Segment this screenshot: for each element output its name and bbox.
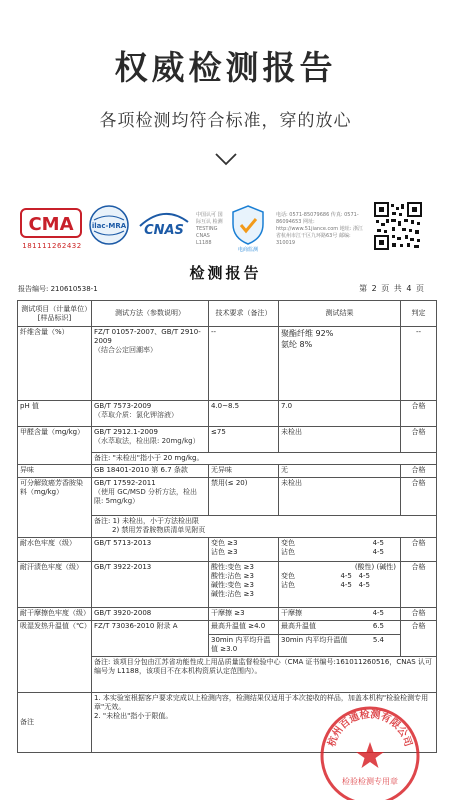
row-item: 异味: [18, 465, 92, 478]
result-label: 沾色: [281, 548, 295, 556]
contact-text: 电话: 0571-85079686 传真: 0571-86094653 网址: http://www.51jiance.com 地址: 浙江省杭州市江干区九环路63号 邮编: 310019: [276, 212, 364, 246]
table-row: [18, 401, 437, 427]
row-method: GB/T 3920-2008: [92, 608, 209, 621]
row-result: 未检出: [279, 427, 401, 453]
table-row: [18, 621, 437, 635]
result-header: (酸性): [354, 563, 375, 571]
row-requirement: 干摩擦 ≥3: [209, 608, 279, 621]
test-results-table: [17, 300, 437, 753]
table-row-notes: [18, 693, 437, 753]
report-number: 报告编号: 210610538-1: [18, 285, 98, 293]
header-requirement: 技术要求（备注）: [209, 301, 279, 327]
result-value: 4-5: [372, 539, 384, 547]
result-value: 4-5: [340, 581, 352, 589]
row-judgement: 合格: [401, 562, 437, 608]
cma-text: CMA: [28, 214, 74, 235]
result-value: 6.5: [372, 622, 384, 630]
row-item: 备注: [18, 693, 92, 753]
row-result: 7.0: [279, 401, 401, 427]
row-requirement-line: 碱性:沾色 ≥3: [211, 590, 254, 598]
row-judgement: --: [401, 327, 437, 401]
banner-subtitle: 各项检测均符合标准，穿的放心: [99, 111, 352, 131]
note-line: 2. "未检出"指小于限值。: [94, 712, 173, 720]
table-row: [18, 608, 437, 621]
row-requirement: --: [209, 327, 279, 401]
row-item: 甲醛含量（mg/kg）: [18, 427, 92, 465]
seal-ring-text: 杭州百通检测有限公司: [326, 709, 414, 749]
qr-code-icon[interactable]: [374, 202, 422, 250]
result-value: 4-5: [358, 572, 370, 580]
row-item: 纤维含量（%）: [18, 327, 92, 401]
table-row: [18, 478, 437, 516]
row-method: GB/T 5713-2013: [92, 538, 209, 562]
row-result-line: 氨纶 8%: [281, 340, 313, 349]
row-requirement-line: 酸性:沾色 ≥3: [211, 572, 254, 580]
row-requirement: 禁用(≤ 20): [209, 478, 279, 516]
row-judgement: 合格: [401, 621, 437, 657]
cma-number: 181111262432: [22, 242, 82, 250]
row-judgement: 合格: [401, 401, 437, 427]
row-requirement-line: 沾色 ≥3: [211, 548, 238, 556]
ilac-mra-logo: [88, 204, 130, 246]
seal-center-text: 检验检测专用章: [342, 777, 398, 786]
row-judgement: 合格: [401, 427, 437, 453]
table-row: [18, 465, 437, 478]
report-page-indicator: 第 2 页 共 4 页: [359, 284, 425, 293]
result-label: 30min 内平均升温值: [281, 636, 348, 644]
header-judgement: 判定: [401, 301, 437, 327]
cnas-text: CNAS: [144, 223, 184, 238]
row-remark: 2) 禁用芳香胺物质清单见附页: [112, 526, 206, 534]
row-method-note: （萃取介质：氯化钾溶液）: [94, 411, 178, 419]
row-judgement: 合格: [401, 478, 437, 516]
note-line: 1. 本实验室根据客户要求完成以上检测内容，检测结果仅适用于本次接收的样品，加盖本机构"检验检测专用章"无效。: [94, 694, 429, 711]
result-header: (碱性): [376, 563, 396, 571]
row-method: GB/T 17592-2011: [94, 479, 156, 487]
result-label: 变色: [281, 539, 295, 547]
row-judgement: 合格: [401, 538, 437, 562]
row-remark: 备注: "未检出"指小于 20 mg/kg。: [92, 453, 437, 465]
result-value: 4-5: [340, 572, 352, 580]
header-result: 测试结果: [279, 301, 401, 327]
row-method: GB/T 3922-2013: [92, 562, 209, 608]
result-value: 4-5: [372, 548, 384, 556]
row-result-line: 聚酯纤维 92%: [281, 329, 334, 338]
row-requirement-line: 变色 ≥3: [211, 539, 238, 547]
certification-logos: [18, 200, 433, 258]
cma-logo: [20, 208, 82, 238]
row-result: 未检出: [279, 478, 401, 516]
header-item: 测试项目（计量单位）[样品标识]: [18, 301, 92, 327]
chevron-down-icon[interactable]: [214, 152, 238, 166]
row-method: FZ/T 73036-2010 附录 A: [92, 621, 209, 657]
shield-check-icon: [230, 204, 266, 246]
ilac-text: ilac-MRA: [91, 222, 127, 230]
row-item: 耐水色牢度（级）: [18, 538, 92, 562]
row-requirement: ≤75: [209, 427, 279, 453]
row-method-note: （结合公定回潮率）: [94, 346, 157, 354]
row-remark: 备注: 1) 未检出，小于方法检出限: [94, 517, 199, 525]
result-label: 干摩擦: [281, 609, 302, 617]
table-header-row: [18, 301, 437, 327]
row-item: 耐干摩擦色牢度（级）: [18, 608, 92, 621]
banner-title: 权威检测报告: [114, 48, 337, 87]
row-judgement: 合格: [401, 465, 437, 478]
row-requirement-line: 30min 内平均升温值 ≥3.0: [209, 635, 279, 657]
result-value: 4-5: [372, 609, 384, 617]
report-title: 检测报告: [189, 264, 262, 282]
result-label: 变色: [281, 572, 295, 580]
row-method-note: （水萃取法，检出限: 20mg/kg）: [94, 437, 200, 445]
table-row: [18, 427, 437, 453]
row-method-note: （使用 GC/MSD 分析方法，检出限: 5mg/kg）: [94, 488, 197, 505]
row-method: GB 18401-2010 第 6.7 条款: [92, 465, 209, 478]
row-judgement: 合格: [401, 608, 437, 621]
cnas-side-text: 中国认可 国际互认 检测 TESTING CNAS L1188: [196, 212, 223, 246]
result-value: 4-5: [358, 581, 370, 589]
table-row: [18, 327, 437, 401]
header-method: 测试方法（参数说明）: [92, 301, 209, 327]
table-row: [18, 538, 437, 562]
row-item: pH 值: [18, 401, 92, 427]
row-method: FZ/T 01057-2007、GB/T 2910-2009: [94, 328, 201, 345]
row-method: GB/T 7573-2009: [94, 402, 152, 410]
row-requirement-line: 最高升温值 ≥4.0: [209, 621, 279, 635]
row-requirement-line: 碱性:变色 ≥3: [211, 581, 254, 589]
row-item: 吸湿发热升温值（℃）: [18, 621, 92, 693]
table-row: [18, 562, 437, 608]
row-requirement: 无异味: [209, 465, 279, 478]
row-remark: 备注: 该项目分包由江苏省功能性成上用品质量监督检验中心（CMA 证书编号:161011260516，CNAS 认可编号为 L1188，该项目不在本机构资质认定范围内）。: [92, 657, 437, 693]
row-result: 无: [279, 465, 401, 478]
shield-caption: 电商监测: [237, 247, 258, 253]
result-value: 5.4: [372, 636, 384, 644]
row-requirement-line: 酸性:变色 ≥3: [211, 563, 254, 571]
row-method: GB/T 2912.1-2009: [94, 428, 158, 436]
result-label: 最高升温值: [281, 622, 316, 630]
row-requirement: 4.0~8.5: [209, 401, 279, 427]
cnas-logo: [136, 208, 192, 242]
row-item: 可分解致癌芳香胺染料（mg/kg）: [18, 478, 92, 538]
result-label: 沾色: [281, 581, 295, 589]
row-item: 耐汗渍色牢度（级）: [18, 562, 92, 608]
